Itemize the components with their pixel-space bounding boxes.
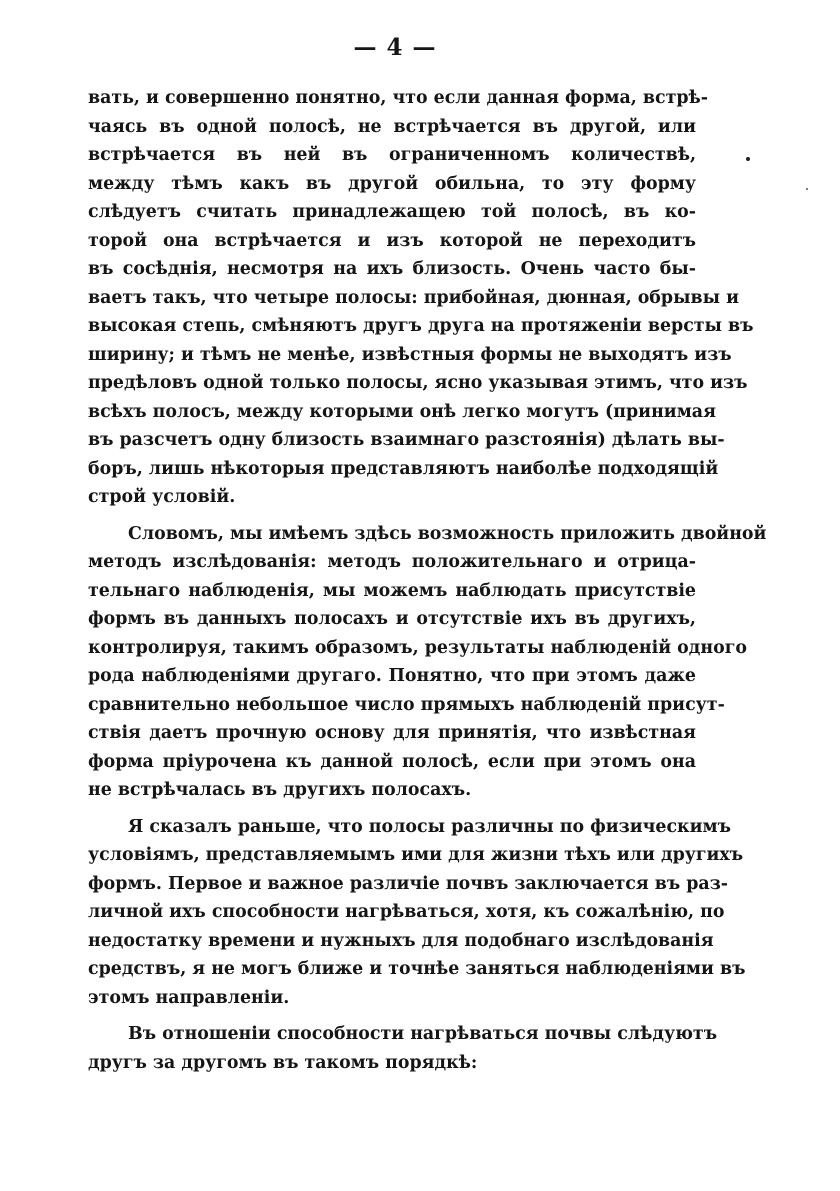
paragraph <box>88 813 746 1013</box>
text-line: между тѣмъ какъ въ другой обильна, то эту форму <box>88 173 696 194</box>
paragraph-gap <box>88 805 696 813</box>
text-line: Словомъ, мы имѣемъ здѣсь возможность приложить двойной <box>128 523 767 544</box>
text-line: боръ, лишь нѣкоторыя представляютъ наиболѣе подходящій <box>88 458 719 479</box>
text-line: рода наблюденіями другаго. Понятно, что при этомъ даже <box>88 666 696 686</box>
paragraph-gap <box>88 1012 696 1020</box>
body-text <box>88 84 767 1077</box>
print-speck <box>806 188 808 190</box>
text-line: ствія даетъ прочную основу для принятія, что извѣстная <box>88 723 696 743</box>
text-line: всѣхъ полосъ, между которыми онѣ легко могутъ (принимая <box>88 401 716 422</box>
text-line: встрѣчается въ ней въ ограниченномъ количествѣ, <box>88 145 696 165</box>
text-line: въ сосѣднія, несмотря на ихъ близость. Очень часто бы- <box>88 259 696 279</box>
text-line: Я сказалъ раньше, что полосы различны по физическимъ <box>128 816 731 837</box>
text-line: ширину; и тѣмъ не менѣе, извѣстныя формы не выходятъ изъ <box>88 344 732 365</box>
text-line: форма пріурочена къ данной полосѣ, если при этомъ она <box>88 751 696 772</box>
page-number: — 4 — <box>353 34 437 61</box>
text-line: другъ за другомъ въ такомъ порядкѣ: <box>88 1052 478 1073</box>
text-line: чаясь въ одной полосѣ, не встрѣчается въ другой, или <box>88 116 696 137</box>
text-line: не встрѣчалась въ другихъ полосахъ. <box>88 780 472 800</box>
text-line: формъ въ данныхъ полосахъ и отсутствіе ихъ въ другихъ, <box>88 609 696 629</box>
text-line: въ разсчетъ одну близость взаимнаго разстоянія) дѣлать вы- <box>88 430 725 450</box>
text-line: условіямъ, представляемымъ ими для жизни тѣхъ или другихъ <box>88 845 744 865</box>
text-line: предѣловъ одной только полосы, ясно указывая этимъ, что изъ <box>88 373 748 393</box>
text-line: высокая степь, смѣняютъ другъ друга на протяженіи версты въ <box>88 316 754 336</box>
text-line: тельнаго наблюденія, мы можемъ наблюдать присутствіе <box>88 580 696 601</box>
text-line: контролируя, такимъ образомъ, результаты наблюденій одного <box>88 637 747 658</box>
text-line: личной ихъ способности нагрѣваться, хотя, къ сожалѣнію, по <box>88 902 725 922</box>
text-line: слѣдуетъ считать принадлежащею той полосѣ, въ ко- <box>88 202 696 222</box>
text-line: недостатку времени и нужныхъ для подобнаго изслѣдованія <box>88 930 714 951</box>
paragraph <box>88 520 767 805</box>
text-line: торой она встрѣчается и изъ которой не переходитъ <box>88 230 696 251</box>
text-line: ваетъ такъ, что четыре полосы: прибойная, дюнная, обрывы и <box>88 287 739 308</box>
text-line: этомъ направленіи. <box>88 987 290 1008</box>
text-line: вать, и совершенно понятно, что если данная форма, встрѣ- <box>88 88 708 108</box>
text-line: методъ изслѣдованія: методъ положительнаго и отрица- <box>88 552 696 572</box>
text-line: строй условій. <box>88 487 236 507</box>
print-speck <box>746 157 750 161</box>
paragraph <box>88 84 754 512</box>
paragraph <box>88 1020 718 1077</box>
text-line: формъ. Первое и важное различіе почвъ заключается въ раз- <box>88 873 729 894</box>
text-line: сравнительно небольшое число прямыхъ наблюденій присут- <box>88 694 725 715</box>
paragraph-gap <box>88 512 696 520</box>
text-line: средствъ, я не могъ ближе и точнѣе заняться наблюденіями въ <box>88 959 746 979</box>
text-line: Въ отношеніи способности нагрѣваться почвы слѣдуютъ <box>128 1024 718 1044</box>
